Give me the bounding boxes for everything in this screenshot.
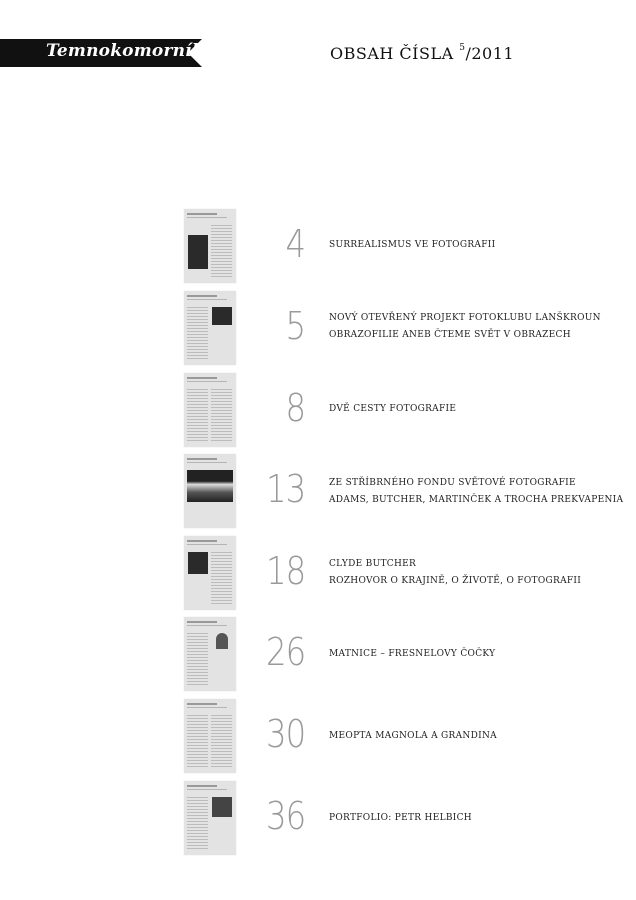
page-thumbnail[interactable] [184,699,236,773]
toc-entry[interactable] [0,699,636,773]
toc-title: SURREALISMUS VE FOTOGRAFII [329,240,496,250]
toc-title: OBRAZOFILIE ANEB ČTEME SVĚT V OBRAZECH [329,330,571,340]
page-thumbnail[interactable] [184,536,236,610]
toc-title: ADAMS, BUTCHER, MARTINČEK A TROCHA PREKVAPENIA [329,495,624,505]
toc-titles [329,310,601,344]
page-thumbnail[interactable] [184,291,236,365]
page-number: 30 [265,712,305,756]
page-number: 5 [285,304,305,348]
toc-entry[interactable] [0,373,636,447]
brand-name: Temnokomorník [46,41,204,61]
page-thumbnail[interactable] [184,373,236,447]
toc-title: MATNICE – FRESNELOVY ČOČKY [329,649,496,659]
toc-entry[interactable] [0,209,636,283]
issue-number: 5 [459,43,466,53]
toc-title: DVĚ CESTY FOTOGRAFIE [329,404,457,414]
toc-titles [329,556,581,590]
toc-titles [329,475,623,509]
toc-title: MEOPTA MAGNOLA A GRANDINA [329,731,497,741]
issue-year: /2011 [465,44,515,63]
toc-entry[interactable] [0,536,636,610]
toc-entry[interactable] [0,617,636,691]
toc-title: ZE STŘÍBRNÉHO FONDU SVĚTOVÉ FOTOGRAFIE [329,478,576,488]
toc-entry[interactable] [0,781,636,855]
page-number: 26 [265,630,305,674]
page-number: 8 [285,386,305,430]
page-number: 36 [265,794,305,838]
toc-entry[interactable] [0,291,636,365]
page-thumbnail[interactable] [184,209,236,283]
toc-title: PORTFOLIO: PETR HELBICH [329,813,472,823]
page-thumbnail[interactable] [184,781,236,855]
page-thumbnail[interactable] [184,454,236,528]
toc-titles [329,646,495,663]
toc-titles [329,237,495,254]
issue-title [330,44,514,63]
issue-label: OBSAH ČÍSLA [330,44,460,63]
page-number: 18 [265,549,305,593]
page-thumbnail[interactable] [184,617,236,691]
toc-entry[interactable] [0,454,636,528]
toc-titles [329,810,472,827]
toc-titles [329,401,456,418]
page-number: 4 [285,222,305,266]
toc-title: CLYDE BUTCHER [329,559,417,569]
toc-title: NOVÝ OTEVŘENÝ PROJEKT FOTOKLUBU LANŠKROUN [329,313,601,323]
page-number: 13 [265,467,305,511]
toc-titles [329,728,497,745]
toc-title: ROZHOVOR O KRAJINĚ, O ŽIVOTĚ, O FOTOGRAFII [329,576,582,586]
